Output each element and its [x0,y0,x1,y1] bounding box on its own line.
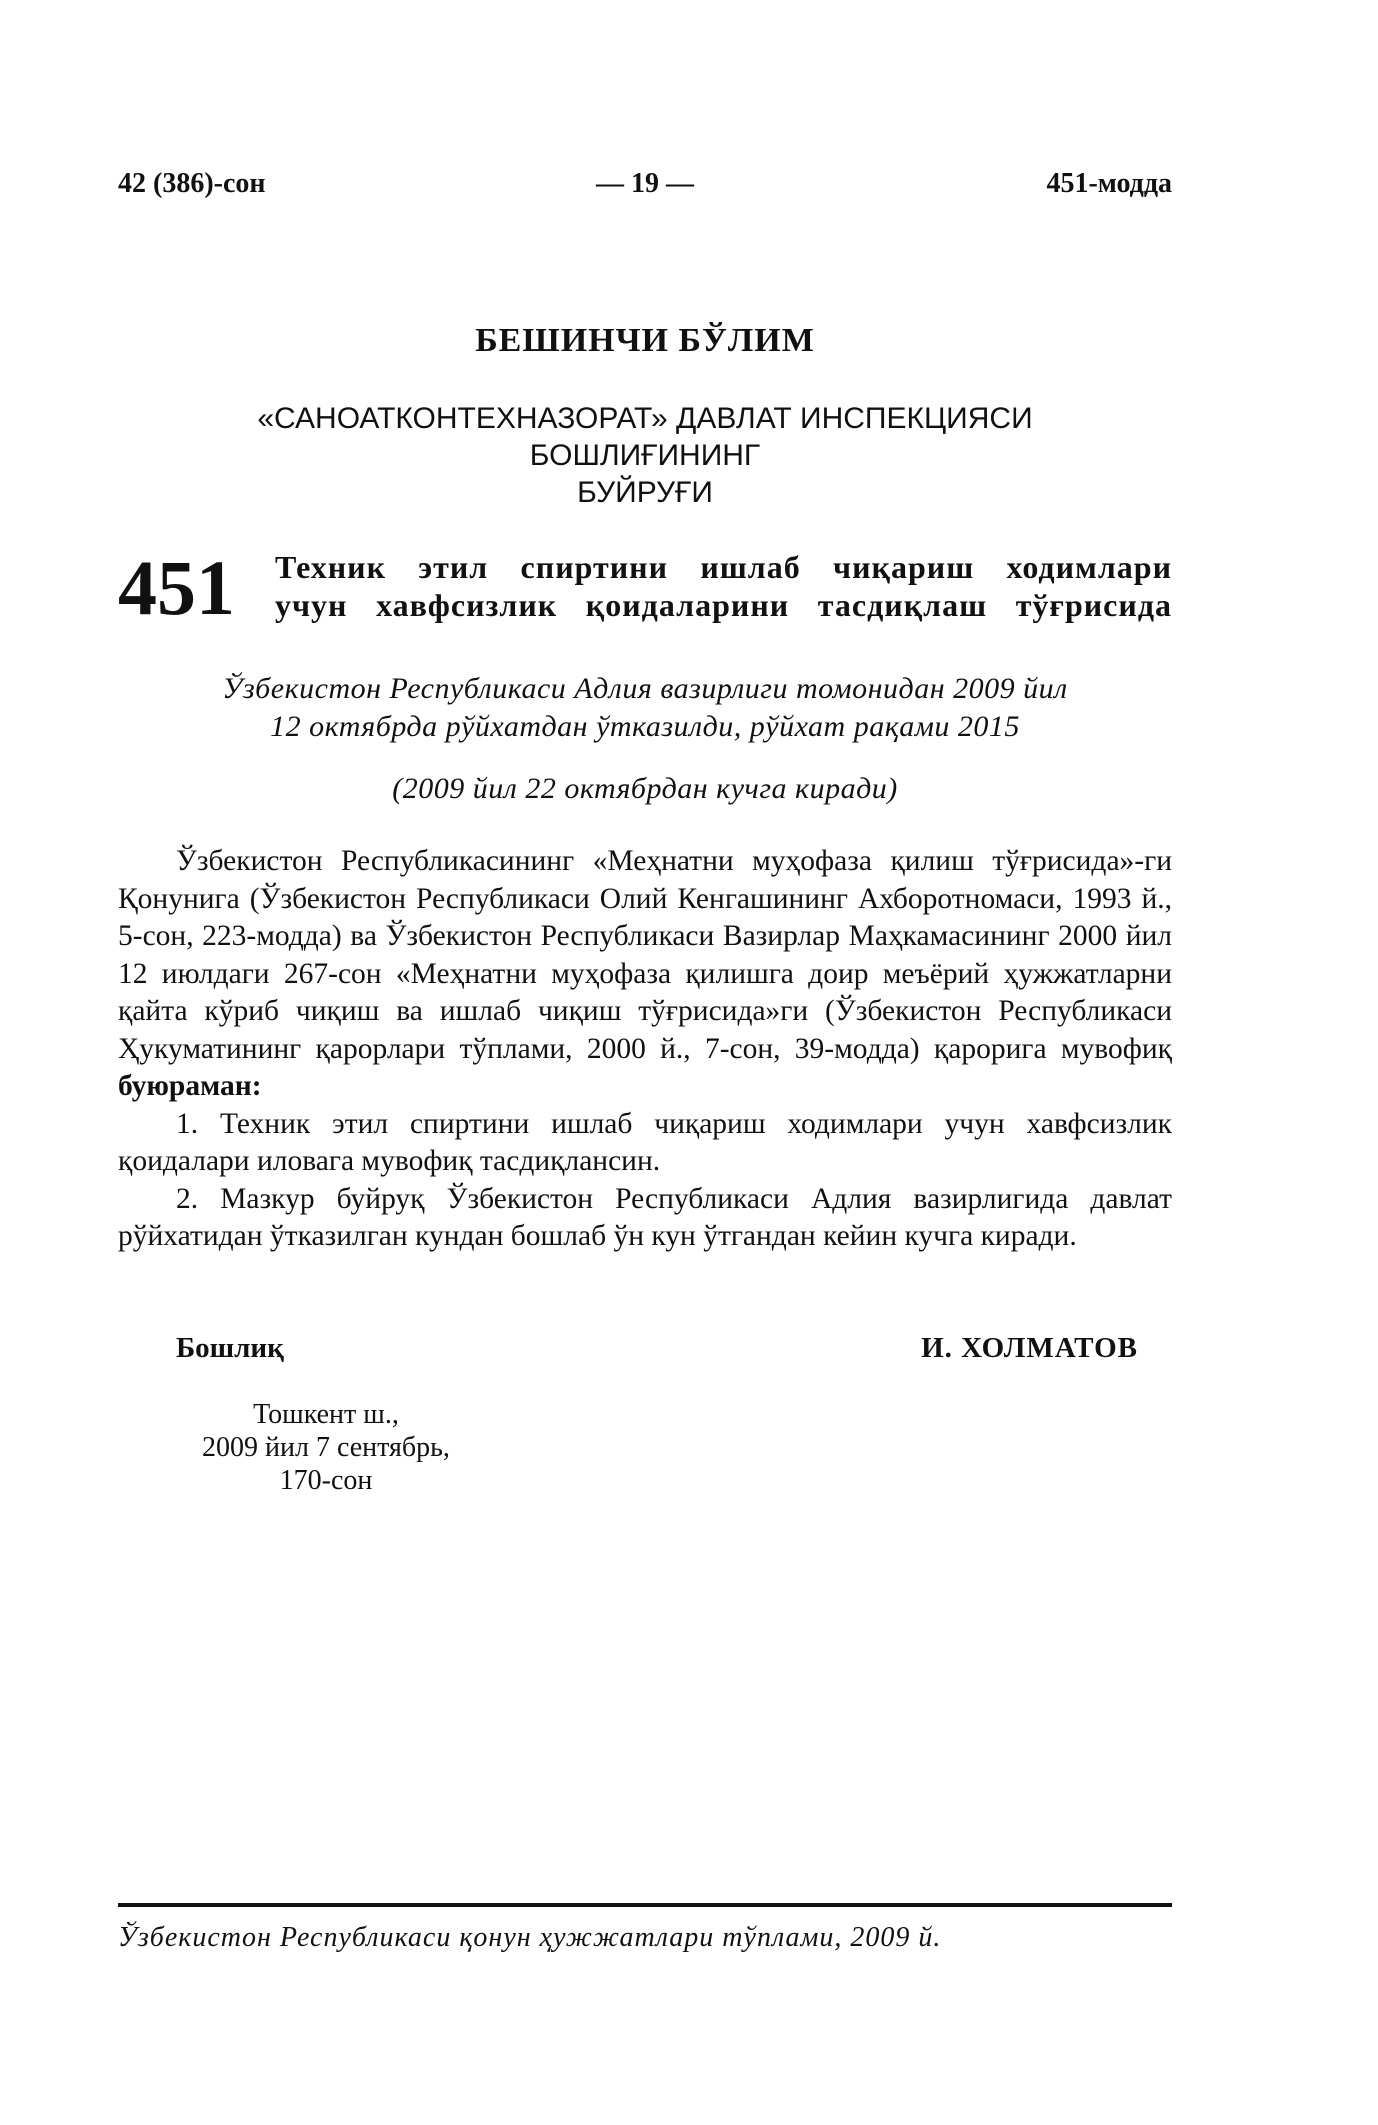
issuer-line: «САНОАТКОНТЕХНАЗОРАТ» ДАВЛАТ ИНСПЕКЦИЯСИ [257,402,1033,435]
order-item: 2. Мазкур буйруқ Ўзбекистон Республикаси Адлия вазирлигида давлат рўйхатидан ўтказилган кундан бошлаб ўн кун ўтгандан кейин кучга киради. [118,1182,1172,1252]
registration-line: Ўзбекистон Республикаси Адлия вазирлиги томонидан 2009 йил [222,672,1068,705]
footer-divider [118,1903,1172,1907]
order-number-line: 170-сон [279,1465,373,1496]
document-number: 451 [118,544,235,631]
place-line: Тошкент ш., [253,1399,399,1430]
preamble-text: Ўзбекистон Республикасининг «Меҳнатни муҳофаза қилиш тўғрисида»-ги Қонунига (Ўзбекистон Республикаси Олий Кенгашининг Ахборотномаси, 1993 й., 5-сон, 223-модда) ва Ўзбекистон Республикаси Вазирлар Маҳкамасининг 2000 йил 12 июлдаги 267-сон «Меҳнатни муҳофаза қилишга доир меъёрий ҳужжатларни қайта кўриб чиқиш ва ишлаб чиқиш тўғрисида»ги (Ўзбекистон Республикаси Ҳукуматининг қарорлари тўплами, 2000 й., 7-сон, 39-модда) қарорига мувофиқ [118,845,1172,1065]
document-title-line: Техник этил спиртини ишлаб чиқариш ходимлари [275,549,1172,585]
effective-date: (2009 йил 22 октябрдан кучга киради) [392,772,898,805]
page-number: — 19 — [596,168,694,199]
article-number: 451-модда [1046,168,1172,199]
issuer-block [118,400,1172,511]
section-title: БЕШИНЧИ БЎЛИМ [475,322,815,359]
registration-note [118,670,1172,746]
order-word: буюраман: [118,1070,262,1102]
date-line: 2009 йил 7 сентябрь, [202,1432,450,1463]
preamble-paragraph [118,843,1172,1106]
issuer-line: БУЙРУҒИ [577,476,713,509]
running-head [118,168,1172,208]
body-text [118,843,1172,1256]
registration-line: 12 октябрда рўйхатдан ўтказилди, рўйхат рақами 2015 [270,710,1020,743]
place-date-block [176,1398,476,1497]
signature-title: Бошлиқ [176,1332,284,1364]
issue-number: 42 (386)-сон [118,168,266,199]
document-title [275,548,1172,624]
issuer-line: БОШЛИҒИНИНГ [529,439,761,472]
footer-text: Ўзбекистон Республикаси қонун ҳужжатлари тўплами, 2009 й. [118,1922,942,1953]
order-item: 1. Техник этил спиртини ишлаб чиқариш ходимлари учун хавфсизлик қоидалари иловага мувофиқ тасдиқлансин. [118,1107,1172,1177]
signature-name: И. ХОЛМАТОВ [921,1332,1138,1364]
document-title-line: учун хавфсизлик қоидаларини тасдиқлаш тўғрисида [275,587,1172,623]
